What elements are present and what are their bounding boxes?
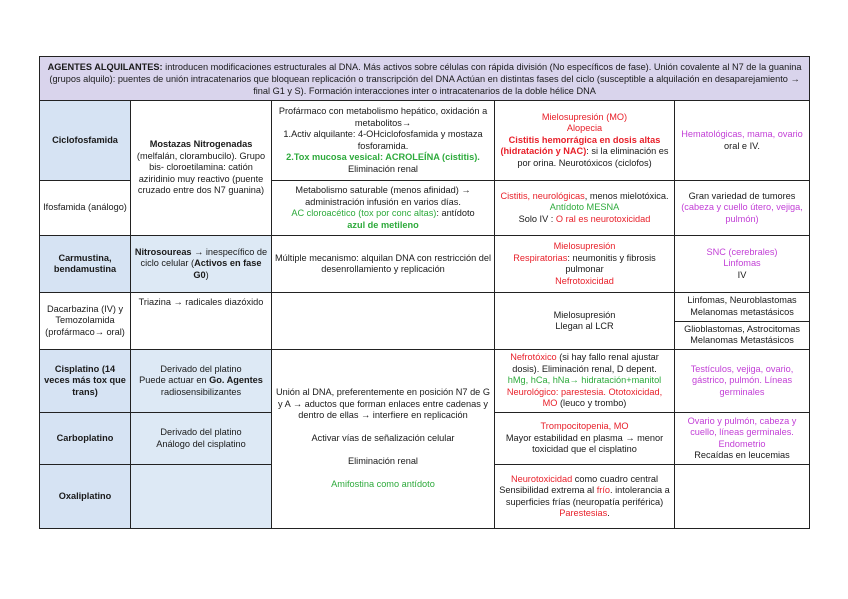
drug-dacarbazina: Dacarbazina (IV) y Temozolamida (profármaco→ oral) xyxy=(40,293,131,350)
tox-dacarbazina xyxy=(495,293,675,350)
ind-ifosfamida xyxy=(675,181,810,236)
ind-top: Linfomas, Neuroblastomas Melanomas metastásicos xyxy=(687,295,797,317)
mech-line: 2.Tox mucosa vesical: ACROLEÍNA (cistitis). xyxy=(286,152,480,162)
mech-dacarbazina xyxy=(272,293,495,350)
group-nitrosoureas xyxy=(131,236,272,293)
tox-line: hMg, hCa, hNa→ hidratación+manitol xyxy=(507,375,662,386)
mech-line: Profármaco con metabolismo hepático, oxidación a metabolitos→ xyxy=(278,106,488,128)
tox-carboplatino xyxy=(495,413,675,465)
tox-line: Respiratorias xyxy=(513,252,568,263)
ind-carboplatino xyxy=(675,413,810,465)
ind-dacarbazina xyxy=(675,293,810,350)
table-row xyxy=(40,101,810,181)
tox-line: Cistitis hemorrágica en dosis altas (hidratación y NAC) xyxy=(500,134,661,157)
mech-line: azul de metileno xyxy=(347,219,419,230)
drug-ifosfamida: Ifosfamida (análogo) xyxy=(40,181,131,236)
tox-line: como cuadro central Sensibilidad extrema al xyxy=(499,473,659,495)
mech-line: 1.Activ alquilante: 4-OHciclofosfamida y mostaza fosforamida. xyxy=(283,129,483,151)
tox-line: Llegan al LCR xyxy=(555,321,614,331)
ind-bottom: Glioblastomas, Astrocitomas Melanomas Metastásicos xyxy=(675,321,809,349)
tox-line: . xyxy=(607,508,610,518)
group-triazina: Triazina → radicales diazóxido xyxy=(131,293,272,350)
tox-line: (leuco y trombo) xyxy=(557,398,627,409)
tox-line: Solo IV : xyxy=(518,213,556,224)
ind-carmustina xyxy=(675,236,810,293)
group-desc: ) xyxy=(205,269,209,280)
drug-oxaliplatino: Oxaliplatino xyxy=(40,465,131,529)
ind-line: IV xyxy=(737,269,747,280)
tox-line: . intolerancia a superficies frías (neuropatía periférica) xyxy=(505,485,670,507)
header-cell xyxy=(40,57,810,101)
mech-line: Activar vías de señalización celular xyxy=(311,433,455,444)
tox-line: Nefrotoxicidad xyxy=(555,275,614,286)
group-oxaliplatino xyxy=(131,465,272,529)
tox-line: MO xyxy=(542,398,558,409)
tox-line: : si la eliminación es por orina. Neurotóxicos (ciclofos) xyxy=(517,146,669,168)
group-desc: Activos en fase G0 xyxy=(193,258,262,280)
table-row xyxy=(40,350,810,413)
tox-line: O ral es neurotoxicidad xyxy=(555,213,651,224)
mech-line: Eliminación renal xyxy=(348,163,418,174)
group-desc: (melfalán, clorambucilo). Grupo bis- cloroetilamina: catión aziridinio muy reactivo (puente cruzado entre dos N7 guanina) xyxy=(136,150,266,196)
mech-line: AC cloroacético (tox por conc altas) xyxy=(291,208,437,218)
tox-line: , menos mielotóxica. xyxy=(584,190,669,201)
ind-oxaliplatino xyxy=(675,465,810,529)
ind-ciclofosfamida xyxy=(675,101,810,181)
tox-line: Antídoto MESNA xyxy=(549,202,620,213)
drug-cisplatino: Cisplatino (14 veces más tox que trans) xyxy=(40,350,131,413)
tox-line: Mayor estabilidad en plasma → menor toxicidad que el cisplatino xyxy=(505,432,664,455)
group-desc: → inespecífico de ciclo celular ( xyxy=(140,246,268,269)
tox-line: Nefrotóxico xyxy=(510,352,557,363)
ind-line: Hematológicas, mama, ovario xyxy=(681,129,803,139)
tox-carmustina xyxy=(495,236,675,293)
tox-line: Trompocitopenia, MO xyxy=(540,421,629,432)
tox-ifosfamida xyxy=(495,181,675,236)
group-mostazas xyxy=(131,101,272,236)
group-line: Derivado del platino xyxy=(160,427,242,437)
tox-line: Cistitis, neurológicas xyxy=(500,190,585,201)
drug-carboplatino: Carboplatino xyxy=(40,413,131,465)
tox-line: (si hay fallo renal ajustar dosis). Eliminación renal, D depent. xyxy=(512,352,659,374)
mech-line: : antídoto xyxy=(436,208,475,218)
mech-line: Metabolismo saturable (menos afinidad) → administración infusión en varios días. xyxy=(295,185,471,207)
tox-line: Mielosupresión xyxy=(553,241,616,251)
group-line: Go. Agentes xyxy=(209,375,263,386)
ind-line: (cabeza y cuello útero, vejiga, pulmón) xyxy=(681,202,803,224)
ind-line: oral e IV. xyxy=(724,140,760,151)
drug-carmustina: Carmustina, bendamustina xyxy=(40,236,131,293)
group-line: Análogo del cisplatino xyxy=(156,438,246,449)
alkylating-agents-table xyxy=(39,56,810,529)
mech-line: Amifostina como antídoto xyxy=(331,479,435,490)
ind-cisplatino: Testículos, vejiga, ovario, gástrico, pulmón. Líneas germinales xyxy=(675,350,810,413)
ind-line: SNC (cerebrales) xyxy=(706,246,778,257)
tox-line: Alopecia xyxy=(566,123,603,134)
tox-line: Parestesias xyxy=(559,508,608,518)
ind-line: Ovario y pulmón, cabeza y cuello, líneas germinales. Endometrio xyxy=(687,415,797,449)
mech-line: Eliminación renal xyxy=(348,456,418,467)
group-cisplatino xyxy=(131,350,272,413)
table-row xyxy=(40,293,810,350)
group-line: Puede actuar en xyxy=(139,375,210,386)
tox-line: Neurotoxicidad xyxy=(510,473,573,484)
group-title: Nitrosoureas xyxy=(134,246,192,257)
group-carboplatino xyxy=(131,413,272,465)
tox-ciclofosfamida xyxy=(495,101,675,181)
tox-cisplatino xyxy=(495,350,675,413)
ind-split xyxy=(675,293,809,349)
group-line: Derivado del platino xyxy=(160,363,242,374)
mech-ciclofosfamida xyxy=(272,101,495,181)
tox-line: Mielosupresión xyxy=(553,309,616,320)
mech-platinos xyxy=(272,350,495,529)
ind-line: Recaídas en leucemias xyxy=(694,450,790,460)
tox-line: frío xyxy=(596,485,611,495)
header-row xyxy=(40,57,810,101)
group-title: Mostazas Nitrogenadas xyxy=(149,139,253,150)
ind-line: Gran variedad de tumores xyxy=(688,190,796,201)
group-line: radiosensibilizantes xyxy=(160,386,242,397)
header-title: AGENTES ALQUILANTES: xyxy=(47,61,163,72)
tox-line: Neurológico: parestesia. Ototoxicidad, xyxy=(506,386,663,397)
tox-oxaliplatino xyxy=(495,465,675,529)
tox-line: Mielosupresión (MO) xyxy=(541,111,628,122)
drug-ciclofosfamida: Ciclofosfamida xyxy=(40,101,131,181)
mech-line: Unión al DNA, preferentemente en posición N7 de G y A → aductos que forman enlaces entre cadenas y dentro de ellas → interfiere en replicación xyxy=(276,387,490,421)
tox-line: : neumonitis y fibrosis pulmonar xyxy=(565,252,656,274)
ind-line: Linfomas xyxy=(723,258,761,269)
table-row xyxy=(40,236,810,293)
header-text: introducen modificaciones estructurales al DNA. Más activos sobre células con rápida división (No específicos de fase). Unión covalente al N7 de la guanina (grupos alquilo): puentes de unión intracatenarios que bloquean replicación o transcripción del DNA Actúan en distintas fases del ciclo (susceptible a alquilación en desaparejamiento → final G1 y S). Formación interacciones inter o intracatenarios de la doble hélice DNA xyxy=(49,61,802,96)
mech-carmustina: Múltiple mecanismo: alquilan DNA con restricción del desenrollamiento y replicación xyxy=(272,236,495,293)
mech-ifosfamida xyxy=(272,181,495,236)
